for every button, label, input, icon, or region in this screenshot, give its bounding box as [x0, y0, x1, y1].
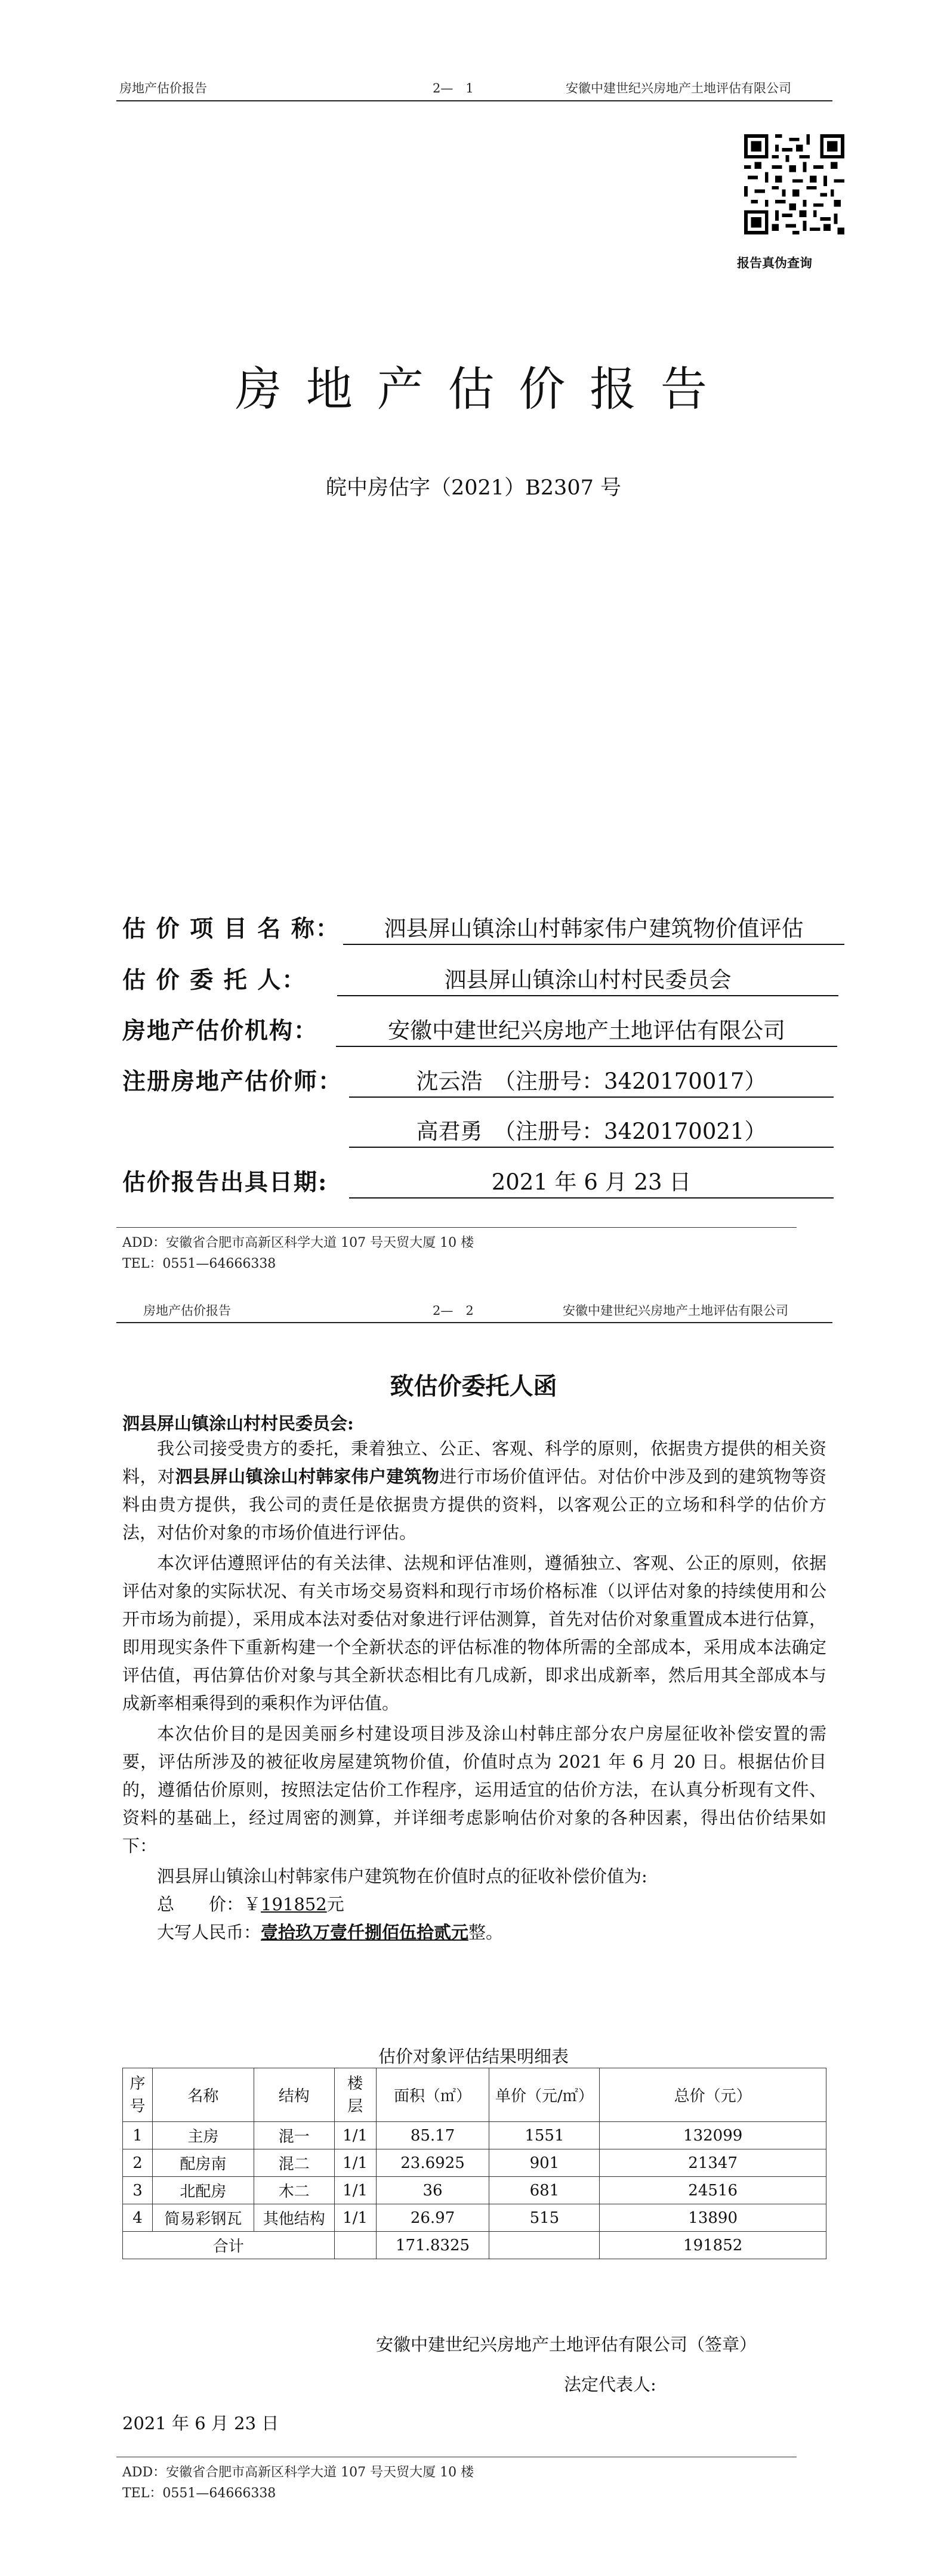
table-title: 估价对象评估结果明细表	[378, 2046, 569, 2067]
table-cell: 191852	[600, 2232, 826, 2259]
table-cell: 1/1	[334, 2204, 376, 2232]
table-cell: 1551	[489, 2122, 600, 2149]
letter-salutation: 泗县屏山镇涂山村村民委员会:	[122, 1413, 354, 1434]
appraiser-label: 注册房地产估价师：	[122, 1068, 343, 1095]
table-cell: 1/1	[334, 2122, 376, 2149]
table-cell: 4	[123, 2204, 153, 2232]
table-row	[123, 2149, 826, 2177]
letter-body	[122, 1435, 826, 1947]
table-cell: 1/1	[334, 2177, 376, 2204]
column-header: 楼 层	[334, 2068, 376, 2122]
header-page-number: 2— 1	[433, 81, 474, 95]
footer-telephone: TEL：0551—64666338	[122, 1256, 276, 1271]
project-name-value: 泗县屏山镇涂山村韩家伟户建筑物价值评估	[343, 910, 844, 945]
column-header: 结构	[254, 2068, 334, 2122]
header-divider	[116, 100, 832, 101]
table-cell: 其他结构	[254, 2204, 334, 2232]
table-cell: 2	[123, 2149, 153, 2177]
header-right: 安徽中建世纪兴房地产土地评估有限公司	[566, 81, 791, 95]
footer-divider	[116, 1227, 797, 1228]
table-header-row	[123, 2068, 826, 2122]
table-cell: 混一	[254, 2122, 334, 2149]
qr-caption: 报告真伪查询	[737, 255, 812, 270]
table-cell: 23.6925	[376, 2149, 489, 2177]
table-cell: 简易彩钢瓦	[152, 2204, 254, 2232]
column-header: 面积（㎡）	[376, 2068, 489, 2122]
table-cell: 21347	[600, 2149, 826, 2177]
footer-telephone: TEL：0551—64666338	[122, 2486, 276, 2501]
total-price-line: 总 价：￥191852元	[157, 1894, 344, 1914]
agency-value: 安徽中建世纪兴房地产土地评估有限公司	[336, 1012, 837, 1047]
table-cell	[334, 2232, 376, 2259]
appraiser-2: 高君勇 （注册号：3420170021）	[349, 1113, 834, 1148]
footer-address: ADD：安徽省合肥市高新区科学大道 107 号天贸大厦 10 楼	[122, 1236, 474, 1250]
paragraph-3: 本次估价目的是因美丽乡村建设项目涉及涂山村韩庄部分农户房屋征收补偿安置的需要，评估所涉及的被征收房屋建筑物价值，价值时点为 2021 年 6 月 20 日。根据估价目的，遵循估价原则，按照法定估价工作程序，运用适宜的估价方法，在认真分析现有文件、资料的基础上，经过周密的测算，并详细考虑影响估价对象的各种因素，得出估价结果如下：	[122, 1723, 826, 1856]
report-title: 房 地 产 估 价 报 告	[235, 363, 712, 416]
table-cell: 主房	[152, 2122, 254, 2149]
paragraph-1: 我公司接受贵方的委托，秉着独立、公正、客观、科学的原则，依据贵方提供的相关资料，对泗县屏山镇涂山村韩家伟户建筑物进行市场价值评估。对估价中涉及到的建筑物等资料由贵方提供，我公司的责任是依据贵方提供的资料，以客观公正的立场和科学的估价方法，对估价对象的市场价值进行评估。	[122, 1438, 826, 1543]
report-date-label: 估价报告出具日期:	[122, 1169, 328, 1196]
table-cell: 26.97	[376, 2204, 489, 2232]
table-cell	[489, 2232, 600, 2259]
result-table	[122, 2068, 826, 2259]
column-header: 总价（元）	[600, 2068, 826, 2122]
table-cell: 1	[123, 2122, 153, 2149]
table-cell: 配房南	[152, 2149, 254, 2177]
table-cell: 515	[489, 2204, 600, 2232]
table-cell: 混二	[254, 2149, 334, 2177]
table-cell: 24516	[600, 2177, 826, 2204]
project-name-label: 估 价 项 目 名 称：	[122, 915, 340, 943]
client-label: 估 价 委 托 人：	[122, 966, 307, 994]
paragraph-4: 泗县屏山镇涂山村韩家伟户建筑物在价值时点的征收补偿价值为:	[157, 1866, 647, 1886]
legal-representative: 法定代表人:	[564, 2374, 656, 2395]
table-cell: 132099	[600, 2122, 826, 2149]
table-total-row	[123, 2232, 826, 2259]
table-cell: 13890	[600, 2204, 826, 2232]
table-cell: 681	[489, 2177, 600, 2204]
table-cell: 木二	[254, 2177, 334, 2204]
table-row	[123, 2204, 826, 2232]
qr-code-icon[interactable]	[744, 134, 844, 234]
header-left: 房地产估价报告	[119, 81, 207, 95]
table-cell: 85.17	[376, 2122, 489, 2149]
table-cell: 3	[123, 2177, 153, 2204]
letter-date: 2021 年 6 月 23 日	[122, 2413, 279, 2433]
company-signature: 安徽中建世纪兴房地产土地评估有限公司（签章）	[376, 2334, 757, 2355]
table-cell: 1/1	[334, 2149, 376, 2177]
table-cell: 北配房	[152, 2177, 254, 2204]
column-header: 单价（元/㎡）	[489, 2068, 600, 2122]
table-row	[123, 2122, 826, 2149]
header-page-number: 2— 2	[433, 1304, 474, 1318]
column-header: 序 号	[123, 2068, 153, 2122]
agency-label: 房地产估价机构：	[122, 1017, 319, 1045]
table-cell: 171.8325	[376, 2232, 489, 2259]
uppercase-amount-line: 大写人民币：壹拾玖万壹仟捌佰伍拾贰元整。	[157, 1922, 504, 1942]
client-value: 泗县屏山镇涂山村村民委员会	[337, 962, 838, 996]
header-divider	[116, 1322, 832, 1323]
table-cell: 合计	[123, 2232, 335, 2259]
column-header: 名称	[152, 2068, 254, 2122]
table-cell: 36	[376, 2177, 489, 2204]
header-right: 安徽中建世纪兴房地产土地评估有限公司	[563, 1304, 788, 1318]
report-number: 皖中房估字（2021）B2307 号	[326, 476, 621, 500]
table-cell: 901	[489, 2149, 600, 2177]
appraiser-1: 沈云浩 （注册号：3420170017）	[349, 1063, 834, 1098]
report-date-value: 2021 年 6 月 23 日	[349, 1164, 834, 1199]
paragraph-2: 本次评估遵照评估的有关法律、法规和评估准则，遵循独立、客观、公正的原则，依据评估对象的实际状况、有关市场交易资料和现行市场价格标准（以评估对象的持续使用和公开市场为前提），采用成本法对委估对象进行评估测算，首先对估价对象重置成本进行估算，即用现实条件下重新构建一个全新状态的评估标准的物体所需的全部成本，采用成本法确定评估值，再估算估价对象与其全新状态相比有几成新，即求出成新率，然后用其全部成本与成新率相乘得到的乘积作为评估值。	[122, 1553, 826, 1713]
header-left: 房地产估价报告	[143, 1304, 231, 1318]
table-row	[123, 2177, 826, 2204]
footer-address: ADD：安徽省合肥市高新区科学大道 107 号天贸大厦 10 楼	[122, 2465, 474, 2480]
letter-title: 致估价委托人函	[390, 1372, 557, 1400]
